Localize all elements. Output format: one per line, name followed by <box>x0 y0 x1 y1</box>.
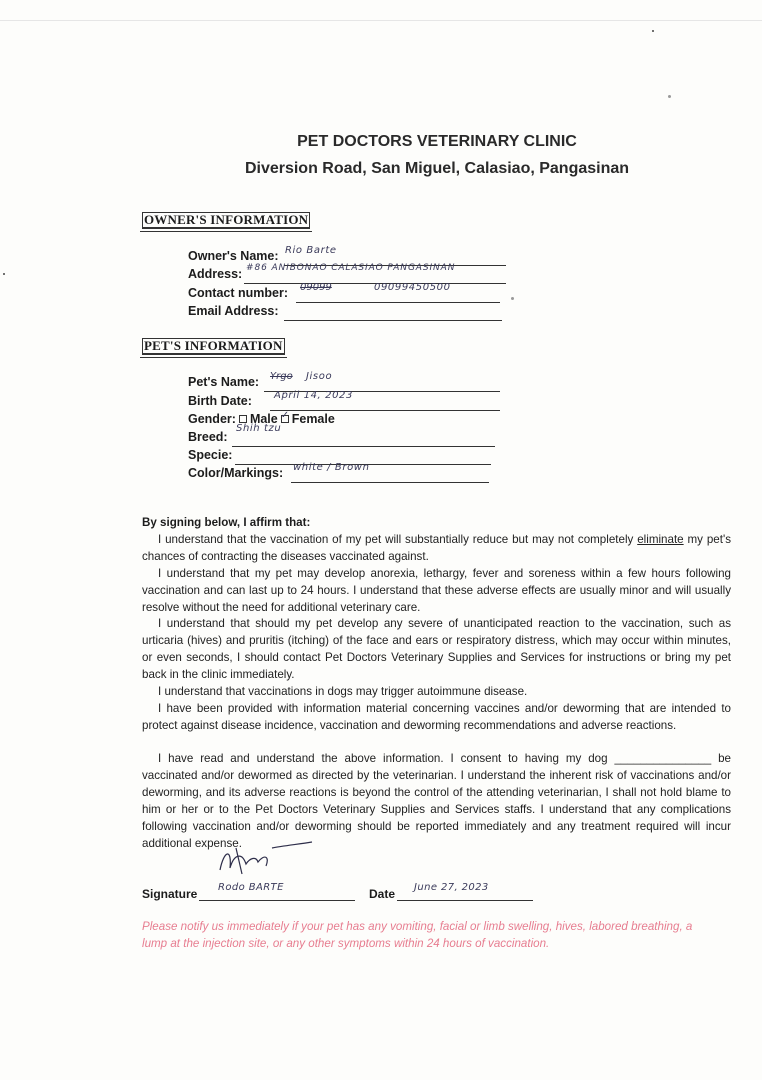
affirmation-paragraph-4: I understand that vaccinations in dogs may trigger autoimmune disease. <box>158 685 528 698</box>
scan-speck <box>3 273 5 275</box>
breed-value: Shih tzu <box>236 423 282 434</box>
date-label: Date <box>369 887 396 901</box>
check-mark-icon: ✓ <box>280 410 290 422</box>
page-edge-line <box>0 20 762 21</box>
color-markings-value: white / Brown <box>293 462 370 473</box>
birth-date-label: Birth Date: <box>188 394 252 408</box>
address-label: Address: <box>188 267 243 281</box>
breed-label: Breed: <box>188 430 228 444</box>
owner-section-title: OWNER'S INFORMATION <box>144 212 309 227</box>
color-markings-line <box>291 482 489 483</box>
affirmation-paragraph-6: I have read and understand the above information. I consent to having my dog _______________ be vaccinated and/or dewormed as directed by the veterinarian. I understand the inherent risk of vaccinations and/or deworming, and its adverse reactions is beyond the control of the attending veterinarian, I shall not hold blame to him or her or to the Pet Doctors Veterinary Supplies and Services staffs. I understand that any complications following vaccination and/or deworming should be reported immediately and any treatment required will incur additional expense. <box>142 752 731 850</box>
owner-name-label: Owner's Name: <box>188 249 279 263</box>
specie-label: Specie: <box>188 448 233 462</box>
email-label: Email Address: <box>188 304 279 318</box>
male-checkbox[interactable] <box>239 415 247 423</box>
scan-speck <box>652 30 654 32</box>
address-value: #86 ANIBONAO CALASIAO PANGASINAN <box>246 263 456 273</box>
date-value: June 27, 2023 <box>414 882 489 893</box>
owner-name-value: Rio Barte <box>285 245 337 256</box>
male-option: Male <box>249 412 278 426</box>
pet-name-label: Pet's Name: <box>188 375 260 389</box>
contact-number-label: Contact number: <box>188 286 288 300</box>
gender-label: Gender: <box>188 412 236 426</box>
p1-text-b: my pet's chances of contracting the diseases vaccinated against. <box>142 533 731 563</box>
date-line <box>397 900 533 901</box>
handwritten-signature <box>212 840 322 880</box>
color-markings-label: Color/Markings: <box>188 466 284 480</box>
birth-date-line <box>270 410 500 411</box>
signature-value: Rodo BARTE <box>218 882 284 893</box>
contact-number-value: 09099450500 <box>374 282 451 293</box>
pet-name-value: Jisoo <box>306 371 333 382</box>
p1-emphasis: eliminate <box>637 533 684 546</box>
affirmation-paragraph-2: I understand that my pet may develop anorexia, lethargy, fever and soreness within a few hours following vaccination and can last up to 24 hours. I understand that these adverse effects are usually minor and will usually resolve without the need for additional veterinary care. <box>142 567 731 614</box>
female-checkbox-checked[interactable] <box>280 410 290 423</box>
birth-date-value: April 14, 2023 <box>274 390 353 401</box>
signature-line <box>199 900 355 901</box>
p1-text-a: I understand that the vaccination of my pet will substantially reduce but may not completely <box>158 533 638 546</box>
breed-line <box>232 446 495 447</box>
scan-speck <box>511 297 514 300</box>
pet-name-struck: Yrgo <box>270 371 293 382</box>
clinic-name: PET DOCTORS VETERINARY CLINIC <box>297 133 577 150</box>
scan-speck <box>668 95 671 98</box>
contact-number-struck: 09099 <box>300 282 332 293</box>
affirmation-paragraph-3: I understand that should my pet develop any severe of unanticipated reaction to the vaccination, such as urticaria (hives) and pruritis (itching) of the face and ears or respiratory distress, which may occur within minutes, or even seconds, I should contact Pet Doctors Veterinary Supplies and Services for instructions or bring my pet back in the clinic immediately. <box>142 617 731 681</box>
affirmation-paragraph-5: I have been provided with information material concerning vaccines and/or deworming that are intended to protect against disease incidence, vaccination and deworming recommendations and adverse reactions. <box>142 702 731 732</box>
vaccination-notice: Please notify us immediately if your pet has any vomiting, facial or limb swelling, hives, labored breathing, a lump at the injection site, or any other symptoms within 24 hours of vaccination. <box>142 920 693 950</box>
affirmation-heading: By signing below, I affirm that: <box>142 516 311 529</box>
pet-section-title: PET'S INFORMATION <box>144 338 283 353</box>
clinic-address: Diversion Road, San Miguel, Calasiao, Pangasinan <box>244 160 630 177</box>
email-line <box>284 320 502 321</box>
female-option: Female <box>291 412 335 426</box>
contact-number-line <box>296 302 500 303</box>
affirmation-paragraph-1 <box>142 532 731 566</box>
signature-label: Signature <box>142 887 198 901</box>
